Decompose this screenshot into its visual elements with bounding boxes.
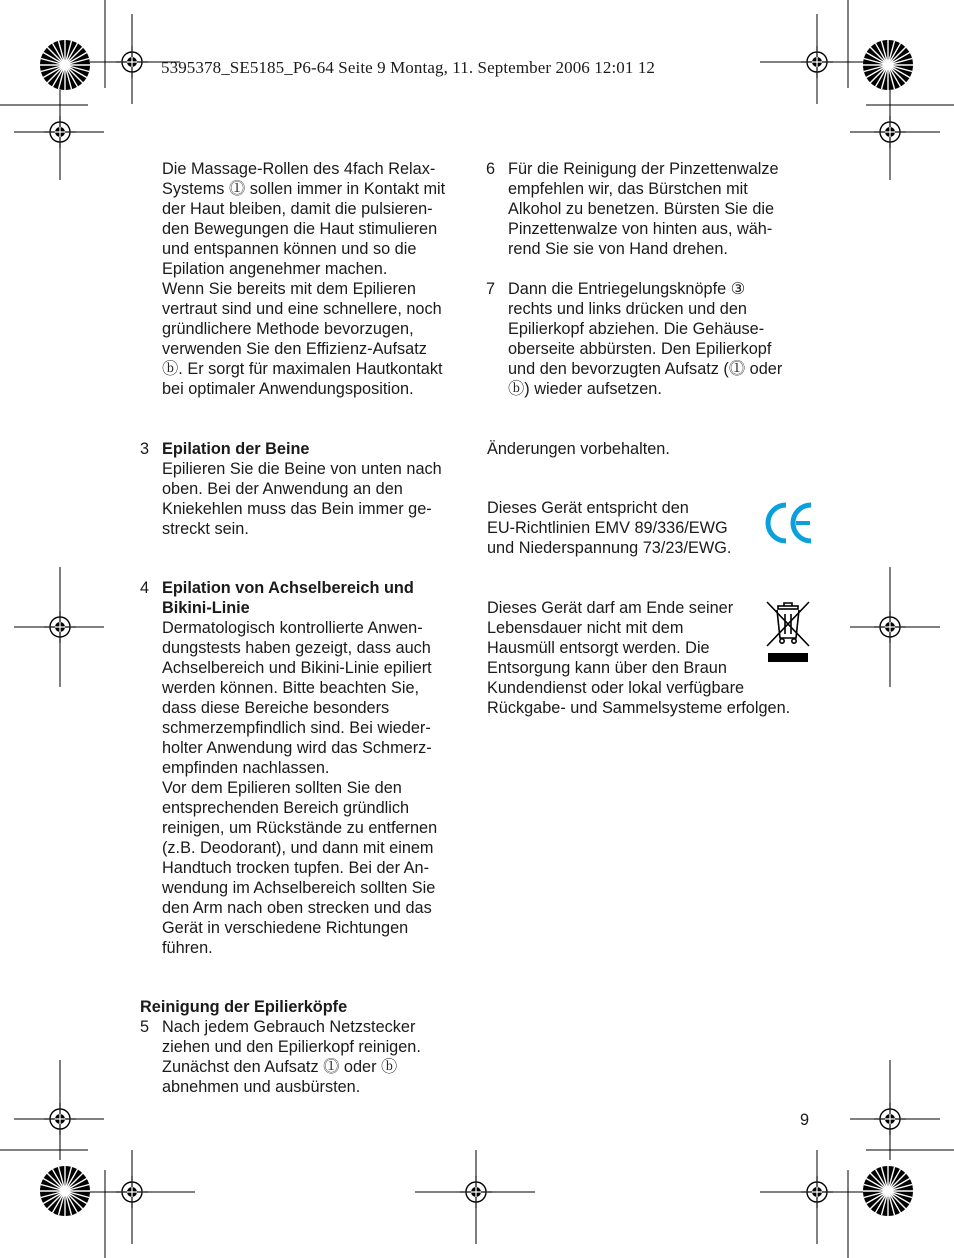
text-line: Wenn Sie bereits mit dem Epilieren <box>162 280 416 298</box>
text-line: Vor dem Epilieren sollten Sie den <box>162 779 402 797</box>
text-line: und entspannen können und so die <box>162 240 417 258</box>
text-line: (z.B. Deodorant), und dann mit einem <box>162 839 434 857</box>
text-line: Rückgabe- und Sammelsysteme erfolgen. <box>487 699 791 717</box>
step-number-3: 3 <box>140 440 150 458</box>
text-line: ⓑ. Er sorgt für maximalen Hautkontakt <box>162 360 443 378</box>
step-7-block <box>508 279 782 399</box>
text-line: Hausmüll entsorgt werden. Die <box>487 639 710 657</box>
step-3-heading: Epilation der Beine <box>162 440 310 458</box>
text-line: Systems ⓵ sollen immer in Kontakt mit <box>162 180 446 198</box>
text-line: rend Sie sie von Hand drehen. <box>508 240 728 258</box>
text-line: den Arm nach oben strecken und das <box>162 899 432 917</box>
step-4-block <box>162 578 437 958</box>
text-line: wendung im Achselbereich sollten Sie <box>162 879 436 897</box>
text-line: dass diese Bereiche besonders <box>162 699 390 717</box>
text-line: Kundendienst oder lokal verfügbare <box>487 679 745 697</box>
step-number-7: 7 <box>486 280 496 298</box>
step-number-5: 5 <box>140 1018 150 1036</box>
text-line: Zunächst den Aufsatz ⓵ oder ⓑ <box>162 1058 398 1076</box>
step-number-6: 6 <box>486 160 496 178</box>
changes-notice: Änderungen vorbehalten. <box>487 440 670 458</box>
text-line: ⓑ) wieder aufsetzen. <box>508 380 662 398</box>
text-line: Entsorgung kann über den Braun <box>487 659 727 677</box>
text-line: Epilieren Sie die Beine von unten nach <box>162 460 442 478</box>
text-line: reinigen, um Rückstände zu entfernen <box>162 819 438 837</box>
print-slug: 5395378_SE5185_P6-64 Seite 9 Montag, 11. September 2006 12:01 12 <box>161 58 656 77</box>
intro-paragraph <box>162 159 445 399</box>
page-number: 9 <box>800 1111 810 1129</box>
text-line: Epilierkopf abziehen. Die Gehäuse- <box>508 320 765 338</box>
text-line: führen. <box>162 939 213 957</box>
text-line: Für die Reinigung der Pinzettenwalze <box>508 160 779 178</box>
text-line: holter Anwendung wird das Schmerz- <box>162 739 432 757</box>
cleaning-heading: Reinigung der Epilierköpfe <box>140 998 348 1016</box>
step-6-block <box>508 159 779 259</box>
text-line: Epilation angenehmer machen. <box>162 260 388 278</box>
text-line: werden können. Bitte beachten Sie, <box>162 679 420 697</box>
text-line: Gerät in verschiedene Richtungen <box>162 919 409 937</box>
text-line: verwenden Sie den Effizienz-Aufsatz <box>162 340 427 358</box>
text-line: abnehmen und ausbürsten. <box>162 1078 361 1096</box>
text-line: empfehlen wir, das Bürstchen mit <box>508 180 748 198</box>
step-5-block <box>162 1017 421 1097</box>
text-line: der Haut bleiben, damit die pulsieren- <box>162 200 433 218</box>
step-number-4: 4 <box>140 579 150 597</box>
text-line: vertraut sind und eine schnellere, noch <box>162 300 442 318</box>
text-line: Alkohol zu benetzen. Bürsten Sie die <box>508 200 775 218</box>
text-line: dungstests haben gezeigt, dass auch <box>162 639 431 657</box>
step-4-heading: Epilation von Achselbereich und <box>162 579 414 597</box>
crossed-out-bin-icon <box>763 598 813 666</box>
text-line: Dieses Gerät darf am Ende seiner <box>487 599 734 617</box>
step-4-heading: Bikini-Linie <box>162 599 250 617</box>
text-line: Dieses Gerät entspricht den <box>487 499 689 517</box>
text-line: ziehen und den Epilierkopf reinigen. <box>162 1038 421 1056</box>
ce-mark-icon <box>764 501 814 545</box>
text-line: Die Massage-Rollen des 4fach Relax- <box>162 160 436 178</box>
text-line: oben. Bei der Anwendung an den <box>162 480 403 498</box>
text-line: bei optimaler Anwendungsposition. <box>162 380 414 398</box>
text-line: Dann die Entriegelungsknöpfe ③ <box>508 280 746 298</box>
text-line: und Niederspannung 73/23/EWG. <box>487 539 732 557</box>
text-line: streckt sein. <box>162 520 249 538</box>
disposal-text <box>487 598 790 718</box>
text-line: und den bevorzugten Aufsatz (⓵ oder <box>508 360 783 378</box>
text-line: Pinzettenwalze von hinten aus, wäh- <box>508 220 773 238</box>
text-line: Achselbereich und Bikini-Linie epiliert <box>162 659 432 677</box>
text-line: rechts und links drücken und den <box>508 300 747 318</box>
text-line: Lebensdauer nicht mit dem <box>487 619 684 637</box>
text-line: entsprechenden Bereich gründlich <box>162 799 410 817</box>
text-line: EU-Richtlinien EMV 89/336/EWG <box>487 519 728 537</box>
text-line: den Bewegungen die Haut stimulieren <box>162 220 438 238</box>
text-line: empfinden nachlassen. <box>162 759 330 777</box>
text-line: Nach jedem Gebrauch Netzstecker <box>162 1018 416 1036</box>
text-line: oberseite abbürsten. Den Epilierkopf <box>508 340 772 358</box>
ce-conformity-text <box>487 498 731 558</box>
text-line: schmerzempfindlich sind. Bei wieder- <box>162 719 431 737</box>
text-line: gründlichere Methode bevorzugen, <box>162 320 414 338</box>
text-line: Handtuch trocken tupfen. Bei der An- <box>162 859 429 877</box>
step-3-block <box>162 439 442 539</box>
text-line: Kniekehlen muss das Bein immer ge- <box>162 500 432 518</box>
text-line: Dermatologisch kontrollierte Anwen- <box>162 619 423 637</box>
